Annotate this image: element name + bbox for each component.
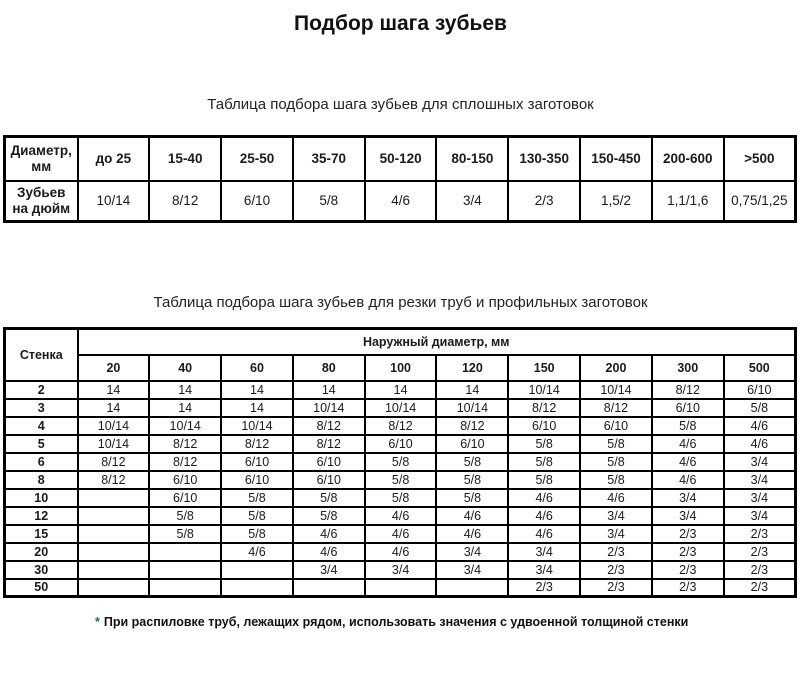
diameter-range-header: 130-350 bbox=[508, 137, 580, 181]
pitch-value-cell: 4/6 bbox=[221, 543, 293, 561]
table-row bbox=[5, 525, 796, 543]
diameter-row-header: Диаметр, мм bbox=[5, 137, 78, 181]
diameter-column-header: 100 bbox=[365, 355, 437, 381]
pitch-value-cell: 5/8 bbox=[436, 453, 508, 471]
pitch-value-cell: 4/6 bbox=[293, 543, 365, 561]
pitch-value-cell: 5/8 bbox=[365, 471, 437, 489]
pitch-value-cell: 8/12 bbox=[149, 435, 221, 453]
table2-title: Таблица подбора шага зубьев для резки труб и профильных заготовок bbox=[153, 294, 648, 311]
wall-thickness-label: 50 bbox=[5, 579, 78, 597]
pitch-value-cell: 6/10 bbox=[724, 381, 796, 399]
tpi-value-cell: 1,1/1,6 bbox=[652, 181, 724, 222]
diameter-column-header: 40 bbox=[149, 355, 221, 381]
pitch-value-cell bbox=[78, 507, 150, 525]
pitch-value-cell: 3/4 bbox=[508, 543, 580, 561]
diameter-column-header: 60 bbox=[221, 355, 293, 381]
table-row bbox=[5, 489, 796, 507]
pitch-value-cell: 14 bbox=[78, 399, 150, 417]
table-row bbox=[5, 329, 796, 355]
pipe-profile-table bbox=[3, 327, 797, 598]
wall-thickness-label: 8 bbox=[5, 471, 78, 489]
table-row bbox=[5, 181, 796, 222]
diameter-range-header: 150-450 bbox=[580, 137, 652, 181]
table-row bbox=[5, 507, 796, 525]
pitch-value-cell: 2/3 bbox=[724, 543, 796, 561]
pitch-value-cell: 5/8 bbox=[149, 507, 221, 525]
pitch-value-cell: 14 bbox=[149, 381, 221, 399]
diameter-column-header: 80 bbox=[293, 355, 365, 381]
wall-thickness-label: 20 bbox=[5, 543, 78, 561]
pitch-value-cell: 6/10 bbox=[221, 471, 293, 489]
pitch-value-cell: 3/4 bbox=[365, 561, 437, 579]
pitch-value-cell: 5/8 bbox=[652, 417, 724, 435]
table-row bbox=[5, 543, 796, 561]
pitch-value-cell bbox=[293, 579, 365, 597]
pitch-value-cell: 10/14 bbox=[508, 381, 580, 399]
pitch-value-cell: 6/10 bbox=[580, 417, 652, 435]
table-row bbox=[5, 453, 796, 471]
table-row bbox=[5, 417, 796, 435]
pitch-value-cell: 2/3 bbox=[724, 525, 796, 543]
pitch-value-cell: 3/4 bbox=[652, 489, 724, 507]
pitch-value-cell: 5/8 bbox=[293, 489, 365, 507]
pitch-value-cell: 10/14 bbox=[149, 417, 221, 435]
diameter-column-header: 150 bbox=[508, 355, 580, 381]
pitch-value-cell: 8/12 bbox=[580, 399, 652, 417]
pitch-value-cell: 5/8 bbox=[508, 471, 580, 489]
pitch-value-cell: 8/12 bbox=[293, 417, 365, 435]
table-row bbox=[5, 435, 796, 453]
pitch-value-cell: 5/8 bbox=[508, 435, 580, 453]
diameter-column-header: 200 bbox=[580, 355, 652, 381]
pitch-value-cell: 3/4 bbox=[724, 489, 796, 507]
diameter-range-header: 35-70 bbox=[293, 137, 365, 181]
pitch-value-cell: 2/3 bbox=[580, 543, 652, 561]
pitch-value-cell: 4/6 bbox=[508, 489, 580, 507]
tpi-value-cell: 3/4 bbox=[436, 181, 508, 222]
pitch-value-cell: 3/4 bbox=[436, 543, 508, 561]
pitch-value-cell bbox=[436, 579, 508, 597]
wall-thickness-label: 3 bbox=[5, 399, 78, 417]
pitch-value-cell: 4/6 bbox=[436, 507, 508, 525]
wall-thickness-label: 12 bbox=[5, 507, 78, 525]
pitch-value-cell: 14 bbox=[293, 381, 365, 399]
solid-workpiece-table bbox=[3, 135, 797, 223]
tpi-value-cell: 6/10 bbox=[221, 181, 293, 222]
pitch-value-cell: 10/14 bbox=[293, 399, 365, 417]
pitch-value-cell: 10/14 bbox=[78, 435, 150, 453]
pitch-value-cell: 5/8 bbox=[365, 489, 437, 507]
pitch-value-cell: 8/12 bbox=[78, 471, 150, 489]
wall-thickness-label: 2 bbox=[5, 381, 78, 399]
table-row bbox=[5, 137, 796, 181]
diameter-column-header: 20 bbox=[78, 355, 150, 381]
pitch-value-cell: 6/10 bbox=[436, 435, 508, 453]
pitch-value-cell: 3/4 bbox=[580, 525, 652, 543]
pitch-value-cell: 5/8 bbox=[580, 453, 652, 471]
pitch-value-cell: 4/6 bbox=[724, 435, 796, 453]
diameter-column-header: 300 bbox=[652, 355, 724, 381]
pitch-value-cell: 8/12 bbox=[293, 435, 365, 453]
footnote bbox=[95, 615, 801, 629]
pitch-value-cell: 10/14 bbox=[365, 399, 437, 417]
pitch-value-cell: 4/6 bbox=[436, 525, 508, 543]
pitch-value-cell: 5/8 bbox=[221, 507, 293, 525]
outer-diameter-header: Наружный диаметр, мм bbox=[78, 329, 796, 355]
wall-thickness-label: 15 bbox=[5, 525, 78, 543]
pitch-value-cell: 4/6 bbox=[652, 471, 724, 489]
tpi-value-cell: 5/8 bbox=[293, 181, 365, 222]
pitch-value-cell bbox=[78, 525, 150, 543]
footnote-text: При распиловке труб, лежащих рядом, использовать значения с удвоенной толщиной стенки bbox=[103, 615, 689, 629]
pitch-value-cell: 3/4 bbox=[724, 507, 796, 525]
pitch-value-cell: 2/3 bbox=[580, 579, 652, 597]
diameter-range-header: >500 bbox=[724, 137, 796, 181]
pitch-value-cell: 4/6 bbox=[652, 435, 724, 453]
page-title: Подбор шага зубьев bbox=[294, 12, 507, 35]
diameter-range-header: 15-40 bbox=[149, 137, 221, 181]
pitch-value-cell: 2/3 bbox=[652, 543, 724, 561]
table1-title: Таблица подбора шага зубьев для сплошных заготовок bbox=[207, 96, 594, 113]
pitch-value-cell: 5/8 bbox=[724, 399, 796, 417]
pitch-value-cell: 14 bbox=[221, 381, 293, 399]
pitch-value-cell: 4/6 bbox=[293, 525, 365, 543]
pitch-value-cell: 14 bbox=[221, 399, 293, 417]
diameter-column-header: 120 bbox=[436, 355, 508, 381]
pitch-value-cell: 5/8 bbox=[580, 471, 652, 489]
pitch-value-cell: 5/8 bbox=[580, 435, 652, 453]
pitch-value-cell: 6/10 bbox=[508, 417, 580, 435]
document-page bbox=[0, 12, 801, 694]
pitch-value-cell bbox=[365, 579, 437, 597]
wall-thickness-label: 30 bbox=[5, 561, 78, 579]
pitch-value-cell: 4/6 bbox=[652, 453, 724, 471]
pitch-value-cell: 3/4 bbox=[293, 561, 365, 579]
tpi-value-cell: 1,5/2 bbox=[580, 181, 652, 222]
pitch-value-cell: 2/3 bbox=[580, 561, 652, 579]
pitch-value-cell bbox=[149, 561, 221, 579]
pitch-value-cell: 4/6 bbox=[580, 489, 652, 507]
pitch-value-cell bbox=[78, 579, 150, 597]
pitch-value-cell bbox=[78, 561, 150, 579]
pitch-value-cell bbox=[78, 543, 150, 561]
tpi-value-cell: 8/12 bbox=[149, 181, 221, 222]
diameter-range-header: 80-150 bbox=[436, 137, 508, 181]
pitch-value-cell: 5/8 bbox=[365, 453, 437, 471]
pitch-value-cell: 6/10 bbox=[221, 453, 293, 471]
pitch-value-cell: 4/6 bbox=[365, 525, 437, 543]
pitch-value-cell: 3/4 bbox=[580, 507, 652, 525]
pitch-value-cell: 14 bbox=[436, 381, 508, 399]
pitch-value-cell: 6/10 bbox=[652, 399, 724, 417]
table-row bbox=[5, 561, 796, 579]
pitch-value-cell: 14 bbox=[365, 381, 437, 399]
pitch-value-cell: 8/12 bbox=[78, 453, 150, 471]
diameter-column-header: 500 bbox=[724, 355, 796, 381]
tpi-value-cell: 10/14 bbox=[78, 181, 150, 222]
wall-thickness-label: 4 bbox=[5, 417, 78, 435]
tpi-row-header: Зубьев на дюйм bbox=[5, 181, 78, 222]
pitch-value-cell: 10/14 bbox=[78, 417, 150, 435]
pitch-value-cell: 6/10 bbox=[149, 489, 221, 507]
pitch-value-cell: 14 bbox=[149, 399, 221, 417]
table-row bbox=[5, 381, 796, 399]
pitch-value-cell: 10/14 bbox=[580, 381, 652, 399]
pitch-value-cell: 6/10 bbox=[293, 471, 365, 489]
pitch-value-cell: 2/3 bbox=[724, 561, 796, 579]
wall-thickness-label: 5 bbox=[5, 435, 78, 453]
pitch-value-cell: 2/3 bbox=[652, 561, 724, 579]
pitch-value-cell: 6/10 bbox=[293, 453, 365, 471]
pitch-value-cell: 2/3 bbox=[652, 579, 724, 597]
pitch-value-cell: 3/4 bbox=[508, 561, 580, 579]
pitch-value-cell: 5/8 bbox=[221, 525, 293, 543]
pitch-value-cell: 4/6 bbox=[724, 417, 796, 435]
pitch-value-cell: 4/6 bbox=[508, 525, 580, 543]
pitch-value-cell: 8/12 bbox=[436, 417, 508, 435]
pitch-value-cell: 3/4 bbox=[724, 471, 796, 489]
tpi-value-cell: 0,75/1,25 bbox=[724, 181, 796, 222]
pitch-value-cell: 5/8 bbox=[221, 489, 293, 507]
pitch-value-cell: 4/6 bbox=[365, 543, 437, 561]
pitch-value-cell: 3/4 bbox=[652, 507, 724, 525]
pitch-value-cell: 5/8 bbox=[508, 453, 580, 471]
diameter-range-header: 50-120 bbox=[365, 137, 437, 181]
pitch-value-cell: 10/14 bbox=[436, 399, 508, 417]
pitch-value-cell: 2/3 bbox=[724, 579, 796, 597]
pitch-value-cell: 3/4 bbox=[436, 561, 508, 579]
pitch-value-cell: 3/4 bbox=[724, 453, 796, 471]
pitch-value-cell: 2/3 bbox=[508, 579, 580, 597]
pitch-value-cell: 5/8 bbox=[293, 507, 365, 525]
table-row bbox=[5, 579, 796, 597]
pitch-value-cell: 8/12 bbox=[508, 399, 580, 417]
pitch-value-cell: 6/10 bbox=[365, 435, 437, 453]
pitch-value-cell: 4/6 bbox=[365, 507, 437, 525]
wall-thickness-label: 10 bbox=[5, 489, 78, 507]
pitch-value-cell: 8/12 bbox=[365, 417, 437, 435]
wall-thickness-label: 6 bbox=[5, 453, 78, 471]
pitch-value-cell: 6/10 bbox=[149, 471, 221, 489]
footnote-asterisk: * bbox=[95, 615, 100, 629]
pitch-value-cell bbox=[221, 561, 293, 579]
pitch-value-cell: 5/8 bbox=[436, 471, 508, 489]
pitch-value-cell: 8/12 bbox=[149, 453, 221, 471]
pitch-value-cell bbox=[149, 543, 221, 561]
table-row bbox=[5, 355, 796, 381]
table-row bbox=[5, 471, 796, 489]
pitch-value-cell bbox=[149, 579, 221, 597]
tpi-value-cell: 4/6 bbox=[365, 181, 437, 222]
pitch-value-cell: 14 bbox=[78, 381, 150, 399]
diameter-range-header: 200-600 bbox=[652, 137, 724, 181]
tpi-value-cell: 2/3 bbox=[508, 181, 580, 222]
pitch-value-cell: 8/12 bbox=[221, 435, 293, 453]
wall-thickness-header: Стенка bbox=[5, 329, 78, 381]
diameter-range-header: 25-50 bbox=[221, 137, 293, 181]
pitch-value-cell: 2/3 bbox=[652, 525, 724, 543]
pitch-value-cell bbox=[78, 489, 150, 507]
pitch-value-cell: 4/6 bbox=[508, 507, 580, 525]
pitch-value-cell: 8/12 bbox=[652, 381, 724, 399]
diameter-range-header: до 25 bbox=[78, 137, 150, 181]
pitch-value-cell: 10/14 bbox=[221, 417, 293, 435]
table-row bbox=[5, 399, 796, 417]
pitch-value-cell: 5/8 bbox=[149, 525, 221, 543]
pitch-value-cell: 5/8 bbox=[436, 489, 508, 507]
pitch-value-cell bbox=[221, 579, 293, 597]
